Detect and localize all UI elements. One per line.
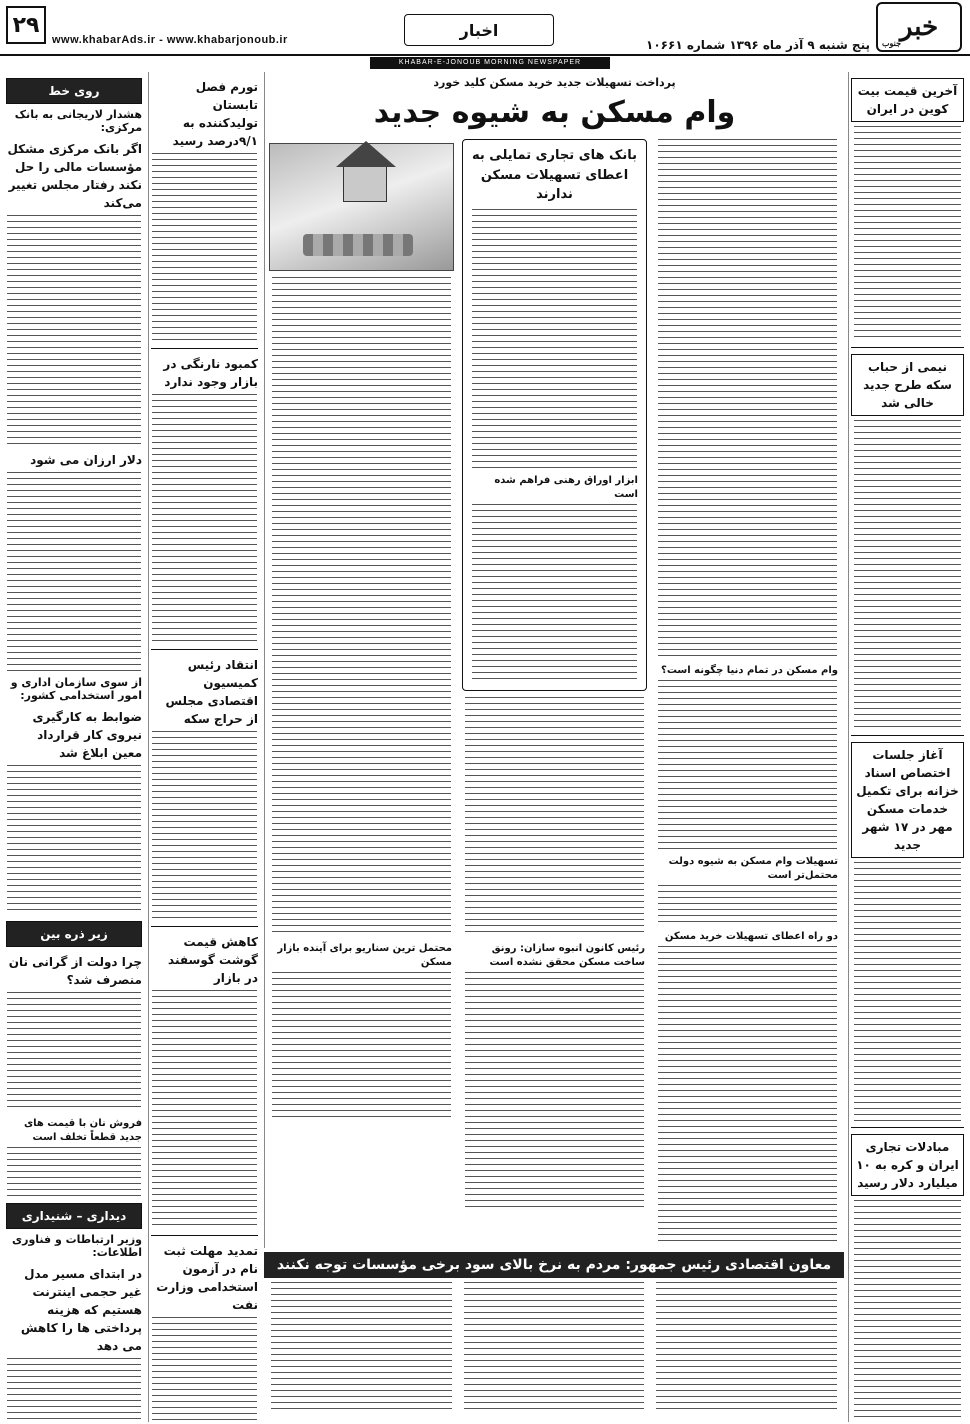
body-coin-bubble (851, 420, 964, 730)
section-title: اخبار (404, 14, 554, 46)
house-coins-photo (269, 143, 454, 271)
divider (851, 1127, 964, 1128)
subhead-builders: رئیس کانون انبوه سازان: رونق ساخت مسکن محقق نشده است (489, 942, 645, 968)
divider (151, 348, 258, 349)
subhead-loan-world: وام مسکن در تمام دنیا چگونه است؟ (661, 665, 838, 676)
headline-coin-bubble: نیمی از حباب سکه طرح جدید خالی شد (851, 354, 964, 416)
newspaper-strip: KHABAR-E-JONOUB MORNING NEWSPAPER (370, 57, 610, 69)
main-kicker: پرداخت تسهیلات جدید خرید مسکن کلید خورد (433, 76, 676, 89)
section-rooye-khat: روی خط (6, 78, 142, 104)
inset-box (462, 139, 647, 691)
headline-coin-auction-critique: انتقاد رئیس کمیسیون اقتصادی مجلس از حراج سکه (165, 658, 258, 726)
page-number: ۲۹ (6, 6, 46, 44)
subhead-two-ways: دو راه اعطای تسهیلات خرید مسکن (664, 931, 838, 942)
body-treasury-bonds (851, 862, 964, 1122)
section-zir-zarre-bin: زیر ذره بین (6, 921, 142, 947)
banner-col-3 (268, 1282, 455, 1422)
main-col-1 (655, 139, 840, 1246)
house-icon (343, 166, 387, 202)
divider (851, 347, 964, 348)
coins-icon (303, 234, 413, 256)
main-col-3 (269, 139, 454, 1246)
kicker-ict-minister: وزیر ارتباطات و فناوری اطلاعات: (12, 1233, 142, 1259)
subhead-gov-loan: تسهیلات وام مسکن به شیوه دولت محتمل‌تر است (668, 856, 838, 881)
divider (151, 649, 258, 650)
banner-col-1 (653, 1282, 840, 1422)
main-col-2 (462, 139, 647, 1246)
headline-producer-inflation: تورم فصل تابستان تولیدکننده به ۹/۱درصد رسید (172, 80, 258, 148)
subhead-scenario: محتمل ترین سناریو برای آینده بازار مسکن (277, 943, 452, 968)
issue-date: پنج شنبه ۹ آذر ماه ۱۳۹۶ شماره ۱۰۶۶۱ (646, 38, 870, 52)
headline-bread: چرا دولت از گرانی نان منصرف شد؟ (8, 955, 142, 987)
divider (151, 1235, 258, 1236)
headline-treasury-bonds: آغاز جلسات اختصاص اسناد خزانه برای تکمیل خدمات مسکن مهر در ۱۷ شهر جدید (851, 742, 964, 858)
banner-headline: معاون اقتصادی رئیس جمهور: مردم به نرخ بالای سود برخی مؤسسات توجه نکنند (264, 1252, 844, 1278)
banner-col-2 (461, 1282, 648, 1422)
column-economy-briefs (148, 72, 260, 1422)
site-links[interactable]: www.khabarAds.ir - www.khabarjonoub.ir (52, 34, 288, 46)
newspaper-logo (876, 2, 962, 52)
main-story (264, 72, 844, 1248)
main-headline: وام مسکن به شیوه جدید (373, 95, 736, 130)
headline-dollar: دلار ارزان می شود (30, 453, 142, 467)
headline-tangerine: کمبود نارنگی در بازار وجود ندارد (163, 357, 258, 389)
logo-text: خبر (899, 12, 939, 42)
headline-iran-korea-trade: مبادلات تجاری ایران و کره به ۱۰ میلیارد دلار رسید (851, 1134, 964, 1196)
headline-mutton-price: کاهش قیمت گوشت گوسفند در بازار (168, 935, 258, 985)
banner-story-body (264, 1282, 844, 1422)
kicker-larijani: هشدار لاریجانی به بانک مرکزی: (14, 108, 142, 134)
headline-oil-exam: تمدید مهلت ثبت نام در آزمون استخدامی وزارت نفت (156, 1244, 258, 1312)
headline-bitcoin: آخرین قیمت بیت کوین در ایران (851, 78, 964, 122)
logo-sub: جنوب (882, 38, 902, 48)
masthead (0, 0, 970, 56)
headline-larijani: اگر بانک مرکزی مشکل مؤسسات مالی را حل نکند رفتار مجلس تغییر می‌کند (7, 142, 142, 210)
divider (151, 926, 258, 927)
inset-headline: بانک های تجاری تمایلی به اعطای تسهیلات مسکن ندارند (472, 148, 637, 202)
headline-contract-workers: ضوابط به کارگیری نیروی کار قرارداد معین ابلاغ شد (32, 710, 142, 760)
subhead-bread-price: فروش نان با قیمت های جدید قطعاً تخلف است (23, 1118, 142, 1143)
column-briefs-right (848, 72, 966, 1422)
main-story-columns (265, 139, 844, 1246)
subhead-mortgage-bonds: ابزار اوراق رهنی فراهم شده است (494, 474, 638, 500)
kicker-admin-org: از سوی سازمان اداری و امور استخدامی کشور: (10, 676, 142, 702)
divider (851, 735, 964, 736)
headline-internet-model: در ابتدای مسیر مدل غیر حجمی اینترنت هستیم که هزینه پرداختی ها را کاهش می دهد (20, 1267, 142, 1353)
body-bitcoin (851, 126, 964, 342)
section-didari-shenidari: دیداری – شنیداری (6, 1203, 142, 1229)
column-online-left (4, 72, 144, 1422)
body-iran-korea-trade (851, 1200, 964, 1422)
